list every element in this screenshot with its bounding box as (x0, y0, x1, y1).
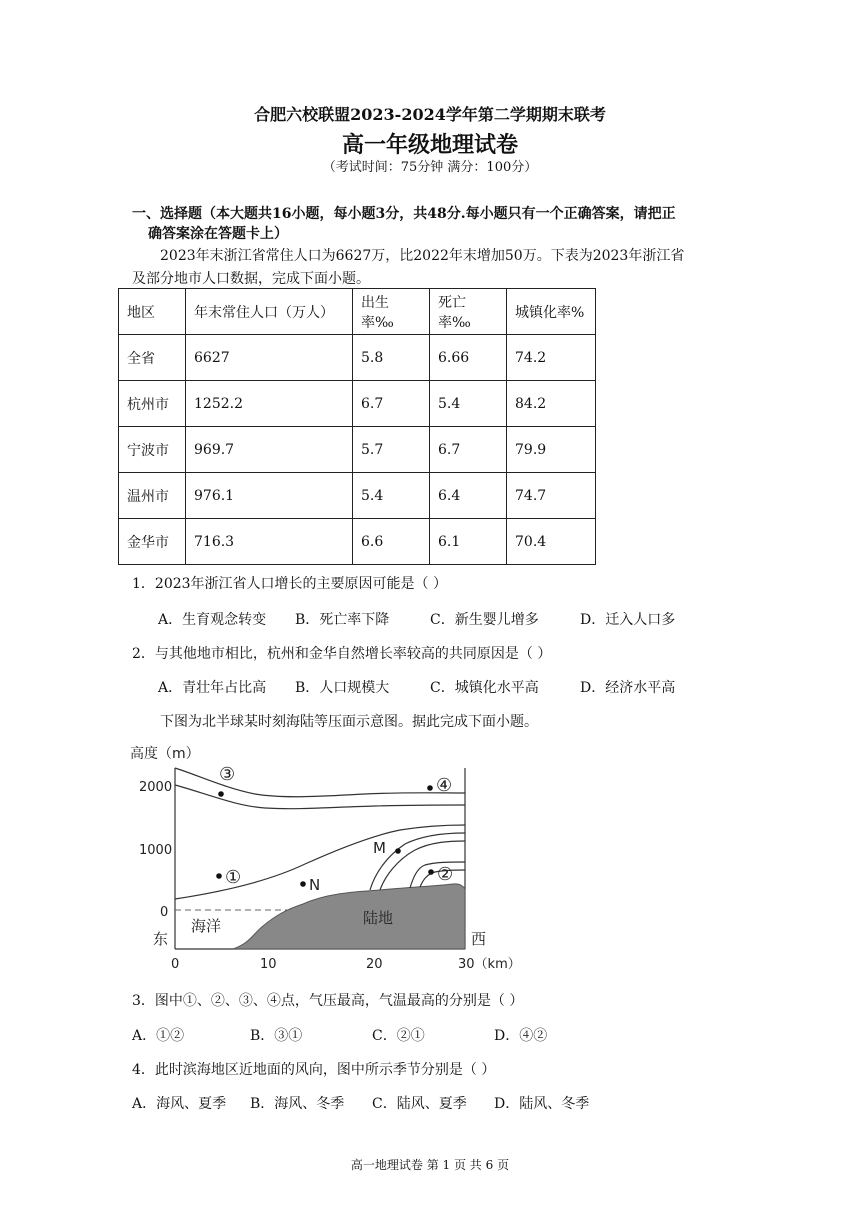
table-cell: 70.4 (507, 519, 596, 565)
point-2-dot (428, 869, 434, 875)
y-tick-label: 0 (160, 905, 169, 920)
point-1-label: ① (225, 867, 242, 888)
intro-paragraph-line2: 及部分地市人口数据，完成下面小题。 (132, 271, 370, 287)
table-cell: 1252.2 (186, 381, 353, 427)
section-heading-line1: 一、选择题（本大题共16小题，每小题3分，共48分.每小题只有一个正确答案，请把正 (132, 206, 676, 222)
x-tick-label: 10 (260, 957, 277, 972)
question-2-option-a: A．青壮年占比高 (158, 680, 267, 696)
table-cell: 716.3 (186, 519, 353, 565)
point-n-dot (300, 881, 306, 887)
table-cell: 6.7 (353, 381, 430, 427)
table-cell: 6.4 (430, 473, 507, 519)
table-cell: 6.7 (430, 427, 507, 473)
table-cell: 976.1 (186, 473, 353, 519)
table-row (119, 473, 596, 519)
question-3-stem: 3．图中①、②、③、④点，气压最高，气温最高的分别是（ ） (132, 993, 524, 1009)
table-header-cell: 年末常住人口（万人） (186, 289, 353, 335)
point-m-label: M (373, 839, 386, 857)
east-label: 东 (153, 930, 169, 948)
west-label: 西 (471, 930, 487, 948)
point-m-dot (395, 848, 401, 854)
table-cell: 6.66 (430, 335, 507, 381)
isobar-line (175, 785, 465, 809)
table-cell: 6627 (186, 335, 353, 381)
question-1-option-b: B．死亡率下降 (295, 612, 390, 628)
question-3-option-b: B．③① (250, 1028, 303, 1044)
question-2-option-c: C．城镇化水平高 (430, 680, 539, 696)
point-2-label: ② (437, 864, 454, 885)
question-2-option-d: D．经济水平高 (580, 680, 676, 696)
table-cell: 74.2 (507, 335, 596, 381)
table-cell: 5.7 (353, 427, 430, 473)
question-1-option-c: C．新生婴儿增多 (430, 612, 539, 628)
question-3-option-d: D．④② (494, 1028, 548, 1044)
section-heading-line2: 确答案涂在答题卡上） (148, 226, 288, 242)
land-mass (233, 884, 465, 949)
table-cell: 金华市 (119, 519, 186, 565)
table-cell: 5.8 (353, 335, 430, 381)
question-3-option-a: A．①② (132, 1028, 185, 1044)
table-header-cell: 死亡率‰ (430, 289, 507, 335)
table-header-cell: 城镇化率% (507, 289, 596, 335)
table-cell: 84.2 (507, 381, 596, 427)
page-footer: 高一地理试卷 第 1 页 共 6 页 (350, 1158, 510, 1172)
table-row (119, 427, 596, 473)
table-cell: 5.4 (430, 381, 507, 427)
population-table (118, 288, 596, 565)
point-3-dot (218, 791, 224, 797)
y-tick-label: 1000 (139, 843, 173, 858)
table-row (119, 519, 596, 565)
question-1-stem: 1．2023年浙江省人口增长的主要原因可能是（ ） (132, 576, 447, 592)
sea-label: 海洋 (191, 917, 222, 935)
point-3-label: ③ (219, 764, 236, 785)
question-2-stem: 2．与其他地市相比，杭州和金华自然增长率较高的共同原因是（ ） (132, 646, 552, 662)
isobar-figure (125, 738, 535, 978)
table-cell: 969.7 (186, 427, 353, 473)
point-4-label: ④ (436, 775, 453, 796)
table-cell: 温州市 (119, 473, 186, 519)
y-axis-label: 高度（m） (130, 746, 200, 762)
x-tick-label: 30（km） (458, 957, 521, 972)
table-cell: 6.6 (353, 519, 430, 565)
question-4-option-a: A．海风、夏季 (132, 1096, 227, 1112)
question-2-option-b: B．人口规模大 (295, 680, 390, 696)
question-4-option-d: D．陆风、冬季 (494, 1096, 590, 1112)
question-3-option-c: C．②① (372, 1028, 425, 1044)
point-4-dot (427, 785, 433, 791)
exam-header: 合肥六校联盟2023-2024学年第二学期期末联考 (254, 105, 606, 124)
exam-title: 高一年级地理试卷 (341, 132, 518, 158)
point-n-label: N (309, 876, 321, 894)
table-cell: 5.4 (353, 473, 430, 519)
y-tick-label: 2000 (139, 780, 173, 795)
intro-paragraph-line1: 2023年末浙江省常住人口为6627万，比2022年末增加50万。下表为2023年浙江省 (160, 248, 685, 264)
question-1-option-a: A．生育观念转变 (158, 612, 267, 628)
table-cell: 6.1 (430, 519, 507, 565)
table-header-cell: 地区 (119, 289, 186, 335)
exam-subtitle: （考试时间：75分钟 满分：100分） (322, 160, 538, 175)
question-1-option-d: D．迁入人口多 (580, 612, 676, 628)
figure-intro: 下图为北半球某时刻海陆等压面示意图。据此完成下面小题。 (160, 714, 538, 730)
question-4-stem: 4．此时滨海地区近地面的风向，图中所示季节分别是（ ） (132, 1062, 496, 1078)
x-tick-label: 20 (366, 957, 383, 972)
table-cell: 全省 (119, 335, 186, 381)
table-row (119, 381, 596, 427)
table-cell: 杭州市 (119, 381, 186, 427)
table-row (119, 335, 596, 381)
land-label: 陆地 (363, 909, 394, 927)
table-header-row (119, 289, 596, 335)
table-cell: 宁波市 (119, 427, 186, 473)
table-header-cell: 出生率‰ (353, 289, 430, 335)
table-cell: 79.9 (507, 427, 596, 473)
question-4-option-c: C．陆风、夏季 (372, 1096, 467, 1112)
x-tick-label: 0 (171, 957, 180, 972)
table-cell: 74.7 (507, 473, 596, 519)
point-1-dot (216, 873, 222, 879)
question-4-option-b: B．海风、冬季 (250, 1096, 345, 1112)
